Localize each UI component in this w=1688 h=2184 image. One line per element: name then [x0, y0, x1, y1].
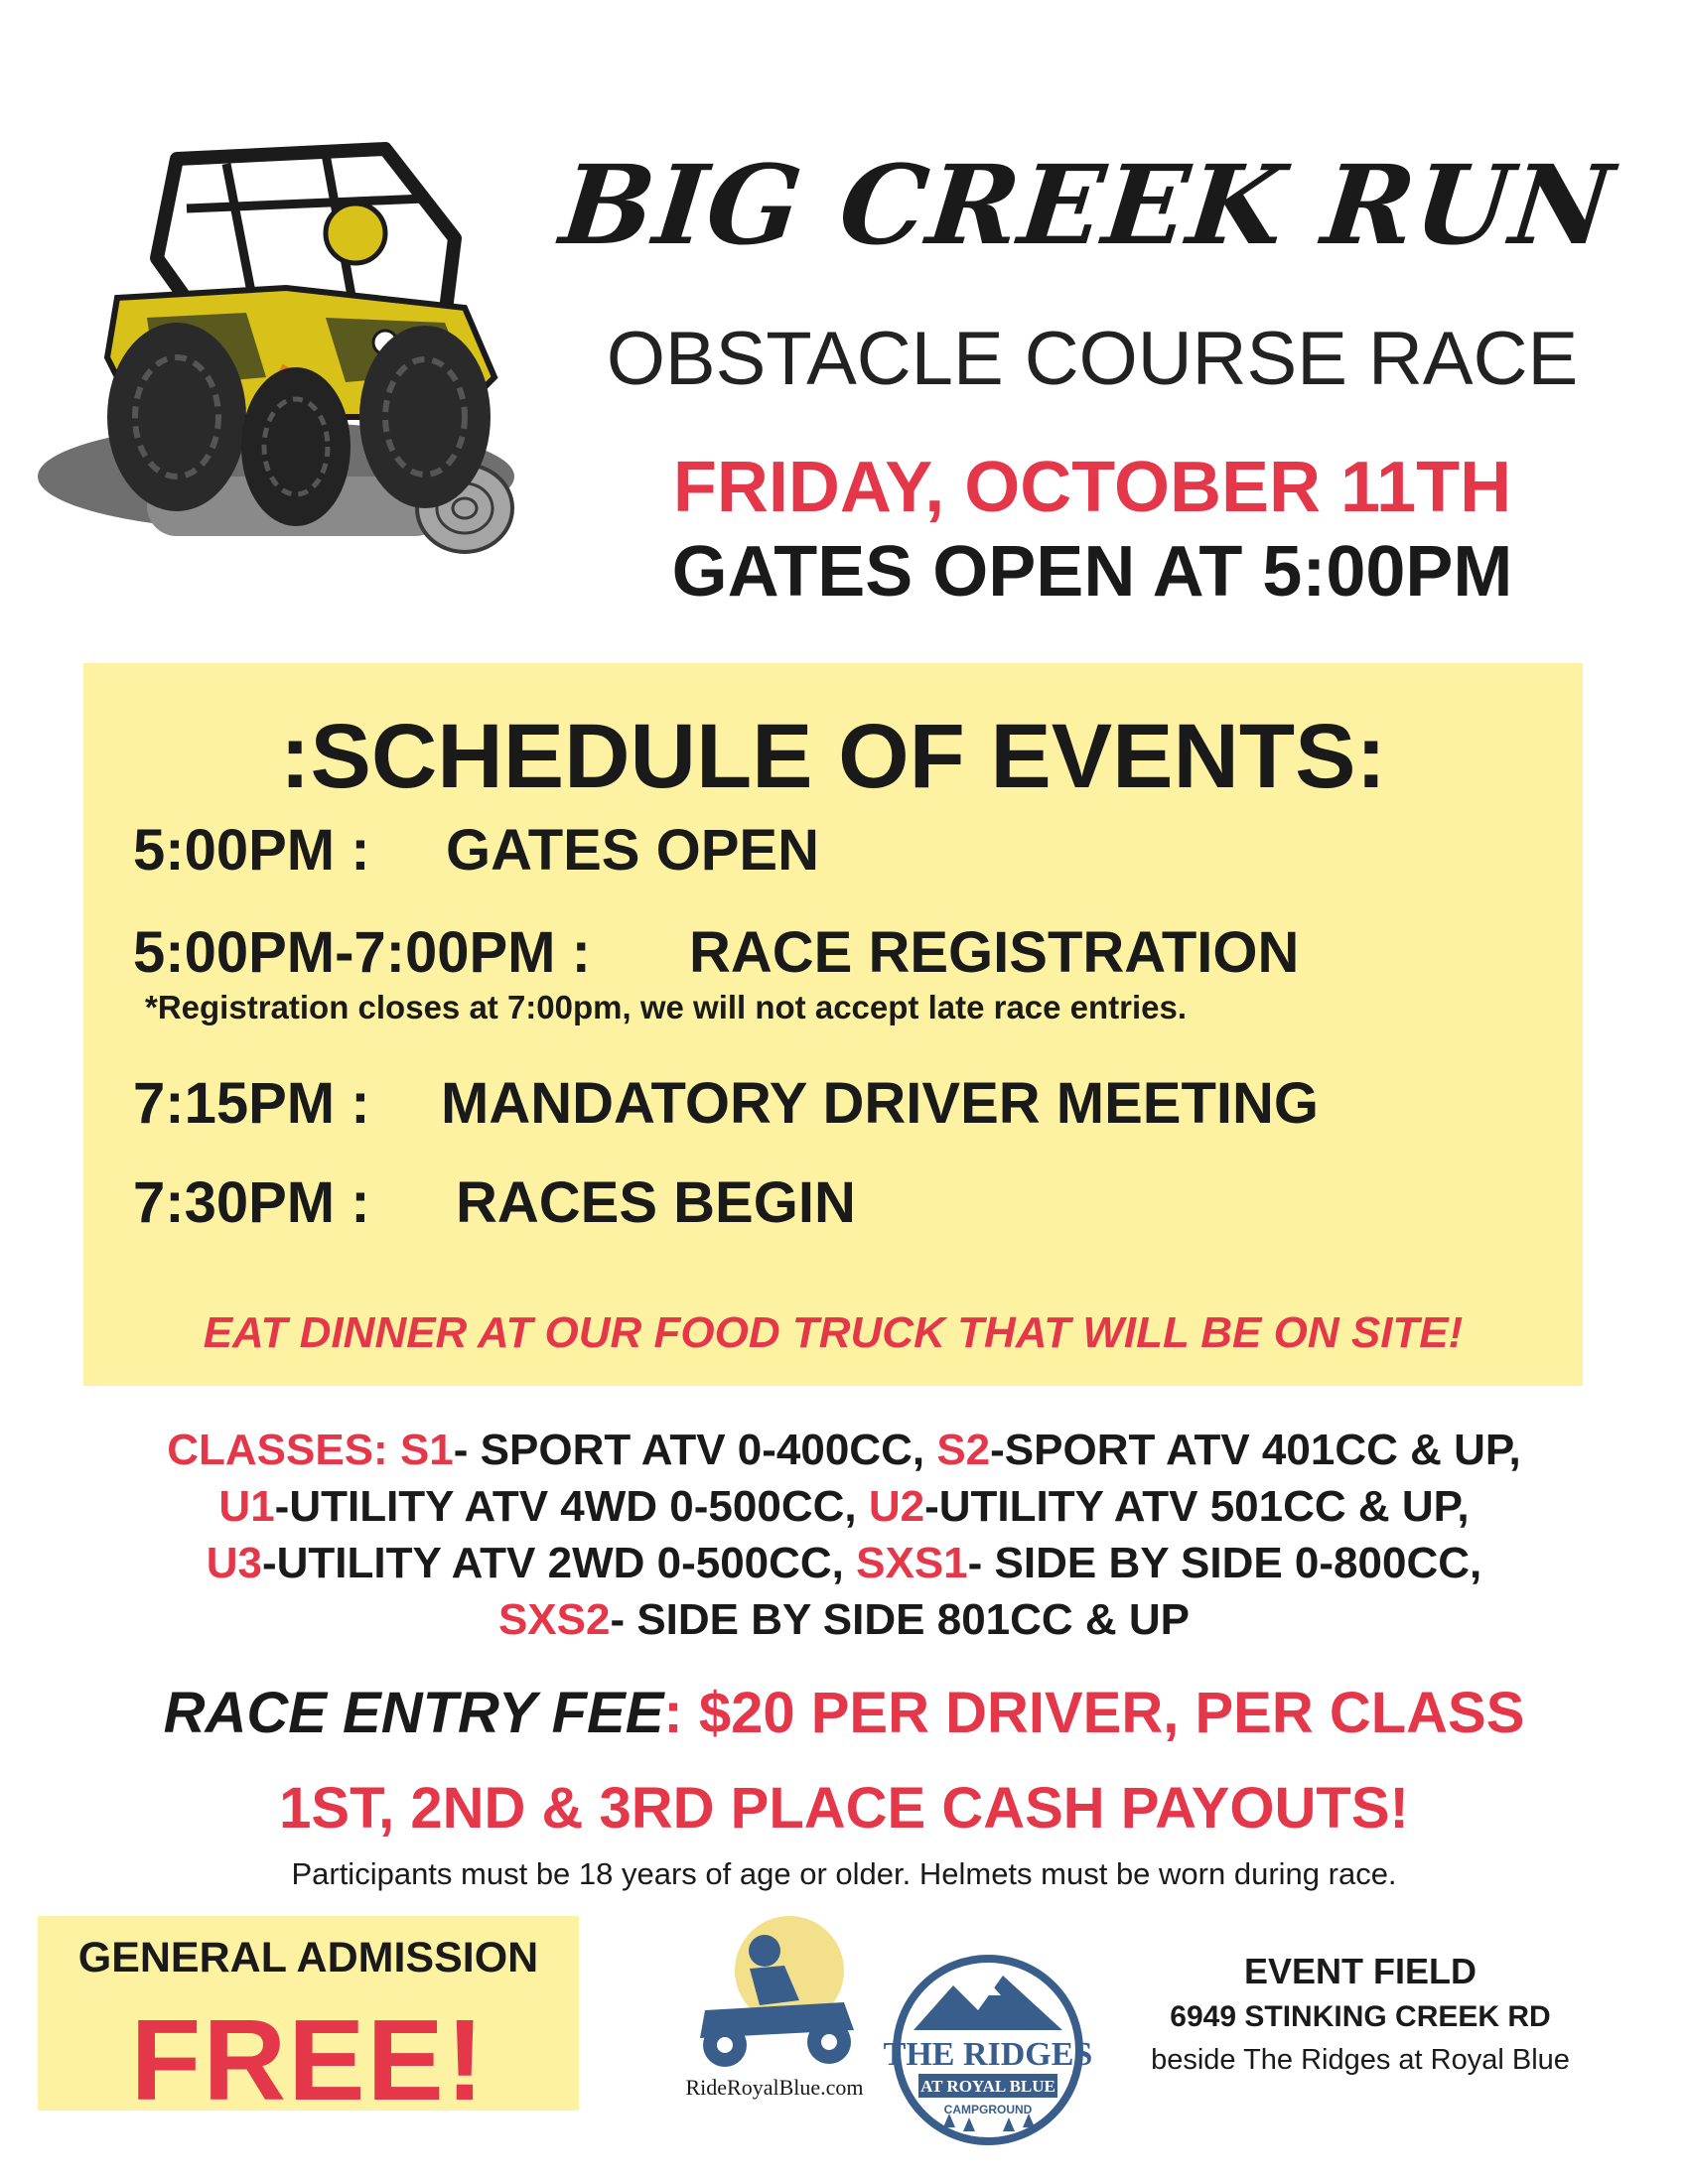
- event-subtitle: OBSTACLE COURSE RACE: [606, 317, 1579, 401]
- class-code: SXS2: [497, 1595, 611, 1644]
- ridges-logo-title: THE RIDGES: [884, 2036, 1092, 2073]
- classes-label: CLASSES:: [167, 1426, 388, 1474]
- entry-fee-label: RACE ENTRY FEE: [163, 1681, 664, 1745]
- admission-price: FREE!: [130, 1995, 487, 2124]
- ridges-logo-campground: CAMPGROUND: [943, 2103, 1033, 2116]
- schedule-event: RACE REGISTRATION: [689, 920, 1300, 985]
- schedule-time: 5:00PM-7:00PM :: [133, 920, 591, 985]
- schedule-panel: [83, 663, 1583, 1386]
- schedule-title: :SCHEDULE OF EVENTS:: [279, 706, 1387, 807]
- class-desc: -UTILITY ATV 2WD 0-500CC,: [261, 1539, 844, 1587]
- utv-vehicle-illustration: [28, 119, 584, 591]
- ride-royal-blue-website: RideRoyalBlue.com: [685, 2075, 864, 2100]
- venue-address: 6949 STINKING CREEK RD: [1170, 2000, 1551, 2033]
- class-code: U1: [218, 1482, 275, 1531]
- venue-name: EVENT FIELD: [1243, 1951, 1477, 1991]
- venue-note: beside The Ridges at Royal Blue: [1151, 2044, 1570, 2076]
- gates-open-time: GATES OPEN AT 5:00PM: [671, 532, 1513, 612]
- class-desc: - SIDE BY SIDE 0-800CC,: [967, 1539, 1482, 1587]
- class-code: S1: [399, 1426, 454, 1474]
- class-code: S2: [936, 1426, 991, 1474]
- admission-label: GENERAL ADMISSION: [77, 1934, 539, 1981]
- schedule-time: 5:00PM :: [133, 818, 370, 883]
- class-desc: - SIDE BY SIDE 801CC & UP: [610, 1595, 1191, 1644]
- class-desc: -UTILITY ATV 501CC & UP,: [924, 1482, 1470, 1531]
- the-ridges-campground-logo-icon: [884, 1951, 1092, 2149]
- race-entry-fee: [50, 1680, 1638, 1746]
- cash-payouts: 1ST, 2ND & 3RD PLACE CASH PAYOUTS!: [279, 1776, 1409, 1841]
- class-code: U2: [868, 1482, 925, 1531]
- schedule-time: 7:30PM :: [133, 1170, 370, 1235]
- schedule-event: GATES OPEN: [446, 818, 819, 883]
- ridges-logo-subtitle: AT ROYAL BLUE: [920, 2077, 1055, 2096]
- class-code: U3: [206, 1539, 262, 1587]
- general-admission-panel: [38, 1916, 579, 2124]
- class-desc: - SPORT ATV 0-400CC,: [453, 1426, 925, 1474]
- race-classes: [60, 1422, 1628, 1648]
- schedule-event: RACES BEGIN: [456, 1170, 856, 1235]
- participant-rules: Participants must be 18 years of age or older. Helmets must be worn during race.: [291, 1856, 1397, 1891]
- class-desc: -SPORT ATV 401CC & UP,: [990, 1426, 1521, 1474]
- event-date: FRIDAY, OCTOBER 11TH: [672, 448, 1512, 527]
- entry-fee-value: : $20 PER DRIVER, PER CLASS: [663, 1681, 1525, 1745]
- registration-note: *Registration closes at 7:00pm, we will not accept late race entries.: [145, 989, 1188, 1025]
- schedule-time: 7:15PM :: [133, 1071, 370, 1136]
- event-title: BIG CREEK RUN: [555, 141, 1619, 269]
- atv-rider-logo-icon: [665, 1911, 884, 2070]
- class-desc: -UTILITY ATV 4WD 0-500CC,: [274, 1482, 857, 1531]
- schedule-event: MANDATORY DRIVER MEETING: [441, 1071, 1320, 1136]
- class-code: SXS1: [856, 1539, 968, 1587]
- event-venue: [1102, 1951, 1618, 2077]
- food-truck-notice: EAT DINNER AT OUR FOOD TRUCK THAT WILL BE ON SITE!: [203, 1308, 1464, 1357]
